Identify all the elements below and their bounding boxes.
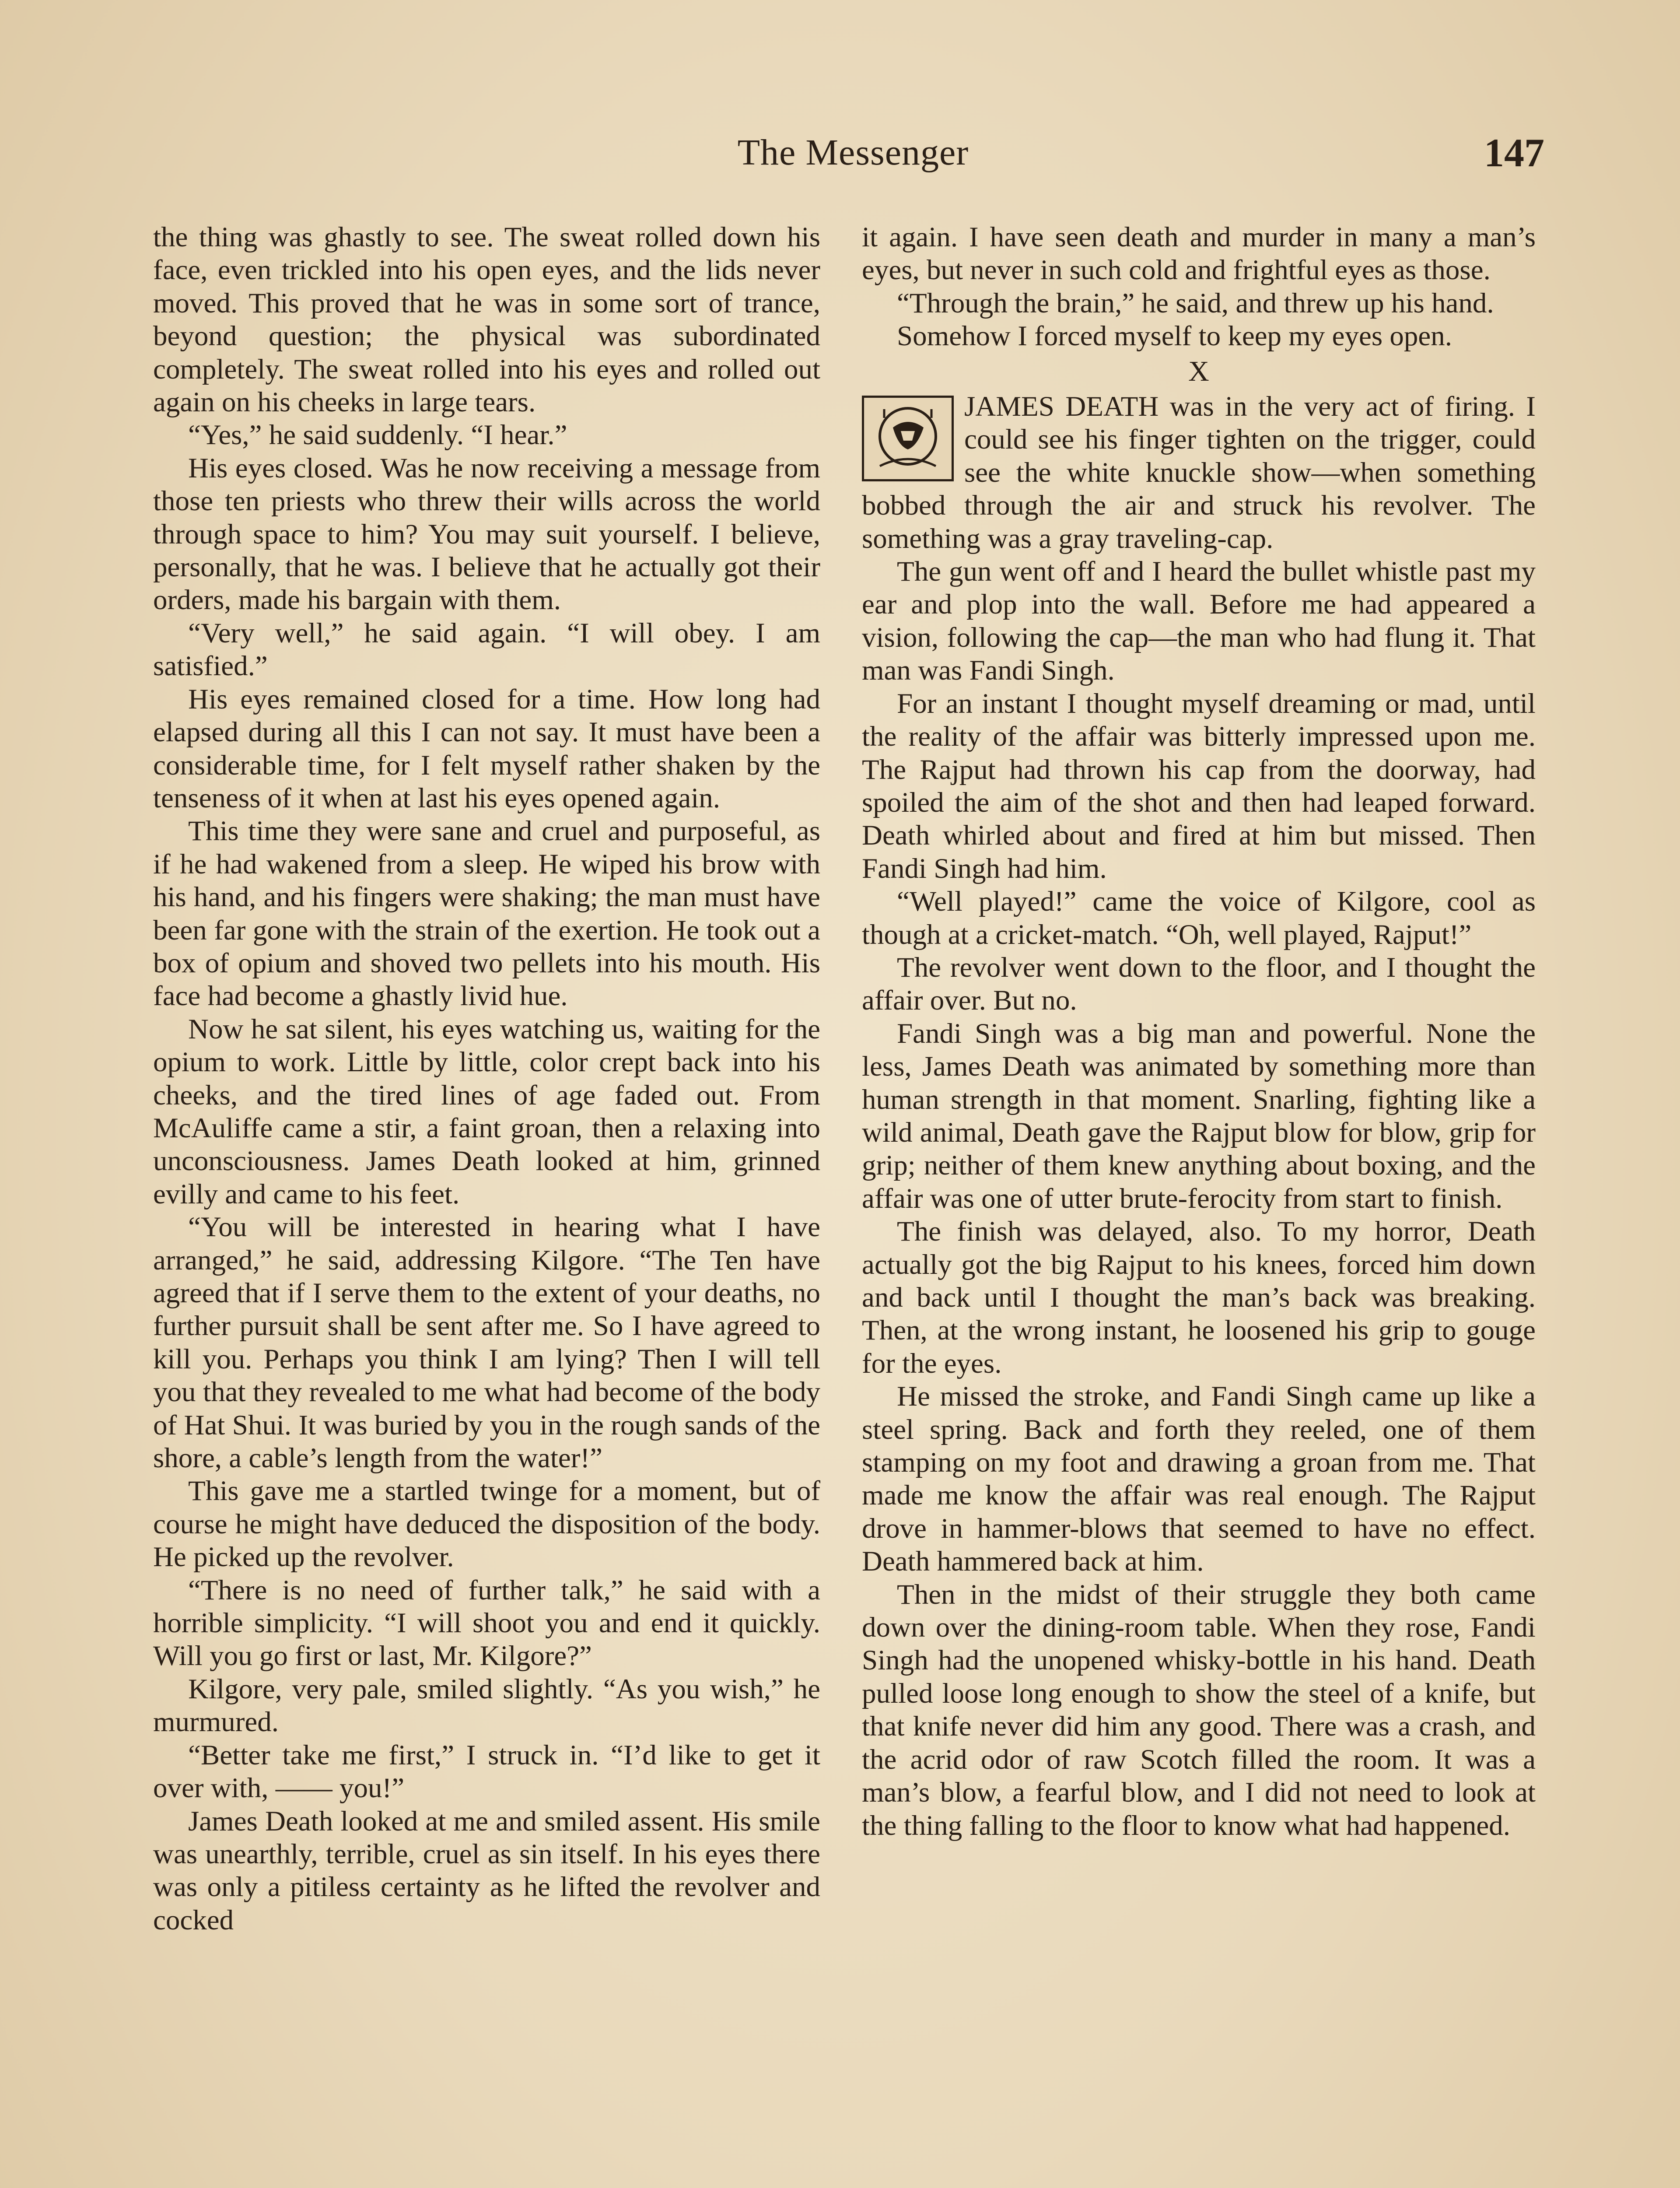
paragraph: James Death looked at me and smiled assent. His smile was unearthly, terrible, cruel as sin itself. In his eyes there was only a pitiless certainty as he lifted the revolver and cocked: [153, 1805, 820, 1936]
dropcap-paragraph: [862, 390, 1536, 555]
paragraph: “Better take me first,” I struck in. “I’d like to get it over with, —— you!”: [153, 1739, 820, 1804]
paragraph: “Well played!” came the voice of Kilgore, cool as though at a cricket-match. “Oh, well played, Rajput!”: [862, 886, 1536, 950]
paragraph: “Very well,” he said again. “I will obey. I am satisfied.”: [153, 617, 820, 682]
paragraph: the thing was ghastly to see. The sweat rolled down his face, even trickled into his open eyes, and the lids never moved. This proved that he was in some sort of trance, beyond question; the physical was subordinated completely. The sweat rolled into his eyes and rolled out again on his cheeks in large tears.: [153, 221, 820, 418]
paragraph: it again. I have seen death and murder in many a man’s eyes, but never in such cold and frightful eyes as those.: [862, 221, 1536, 286]
paragraph: “You will be interested in hearing what I have arranged,” he said, addressing Kilgore. “The Ten have agreed that if I serve them to the extent of your deaths, no further pursuit shall be sent after me. So I have agreed to kill you. Perhaps you think I am lying? Then I will tell you that they revealed to me what had become of the body of Hat Shui. It was buried by you in the rough sands of the shore, a cable’s length from the water!”: [153, 1211, 820, 1474]
paragraph: Kilgore, very pale, smiled slightly. “As you wish,” he murmured.: [153, 1673, 820, 1738]
paragraph: This gave me a startled twinge for a moment, but of course he might have deduced the disposition of the body. He picked up the revolver.: [153, 1475, 820, 1573]
left-column: [153, 221, 820, 1937]
paragraph: “Through the brain,” he said, and threw up his hand.: [897, 287, 1494, 319]
paragraph: He missed the stroke, and Fandi Singh came up like a steel spring. Back and forth they reeled, one of them stamping on my foot and drawing a groan from me. That made me know the affair was real enough. The Rajput drove in hammer-blows that seemed to have no effect. Death hammered back at him.: [862, 1381, 1536, 1578]
paragraph: Then in the midst of their struggle they both came down over the dining-room table. When they rose, Fandi Singh had the unopened whisky-bottle in his hand. Death pulled loose long enough to show the steel of a knife, but that knife never did him any good. There was a crash, and the acrid odor of raw Scotch filled the room. It was a man’s blow, a fearful blow, and I did not need to look at the thing falling to the floor to know what had happened.: [862, 1578, 1536, 1841]
paragraph: His eyes remained closed for a time. How long had elapsed during all this I can not say. It must have been a considerable time, for I felt myself rather shaken by the tenseness of it when at last his eyes opened again.: [153, 683, 820, 814]
paragraph: The revolver went down to the floor, and I thought the affair over. But no.: [862, 951, 1536, 1017]
paragraph: “There is no need of further talk,” he said with a horrible simplicity. “I will shoot you and end it quickly. Will you go first or last, Mr. Kilgore?”: [153, 1574, 820, 1672]
paragraph: For an instant I thought myself dreaming or mad, until the reality of the affair was bitterly impressed upon me. The Rajput had thrown his cap from the doorway, had spoiled the aim of the shot and then had leaped forward. Death whirled about and fired at him but missed. Then Fandi Singh had him.: [862, 687, 1536, 884]
paragraph: His eyes closed. Was he now receiving a message from those ten priests who threw their wills across the world through space to him? You may suit yourself. I believe, personally, that he was. I believe that he actually got their orders, made his bargain with them.: [153, 452, 820, 616]
page-number: 147: [1484, 130, 1544, 175]
paragraph: The finish was delayed, also. To my horror, Death actually got the big Rajput to his knees, forced him down and back until I thought the man’s back was breaking. Then, at the wrong instant, he loosened his grip to gouge for the eyes.: [862, 1216, 1536, 1379]
paragraph: Now he sat silent, his eyes watching us, waiting for the opium to work. Little by little, color crept back into his cheeks, and the tired lines of age faded out. From McAuliffe came a stir, a faint groan, then a relaxing into unconsciousness. James Death looked at him, grinned evilly and came to his feet.: [153, 1013, 820, 1210]
right-column: [862, 221, 1536, 1842]
drop-cap-ornament-icon: [862, 396, 954, 481]
paragraph: The gun went off and I heard the bullet whistle past my ear and plop into the wall. Before me had appeared a vision, following the cap—the man who had flung it. That man was Fandi Singh.: [862, 556, 1536, 687]
running-title: The Messenger: [737, 132, 969, 173]
paragraph: This time they were sane and cruel and purposeful, as if he had wakened from a sleep. He wiped his brow with his hand, and his fingers were shaking; the man must have been far gone with the strain of the exertion. He took out a box of opium and shoved two pellets into his mouth. His face had become a ghastly livid hue.: [153, 815, 820, 1012]
paragraph: Somehow I forced myself to keep my eyes open.: [897, 320, 1452, 352]
section-heading: X: [1188, 355, 1209, 387]
dropcap-paragraph-text: JAMES DEATH was in the very act of firing. I could see his finger tighten on the trigger, could see the white knuckle show—when something bobbed through the air and struck his revolver. The something was a gray traveling-cap.: [862, 391, 1536, 554]
paragraph: “Yes,” he said suddenly. “I hear.”: [188, 419, 567, 451]
paragraph: Fandi Singh was a big man and powerful. None the less, James Death was animated by something more than human strength in that moment. Snarling, fighting like a wild animal, Death gave the Rajput blow for blow, grip for grip; neither of them knew anything about boxing, and the affair was one of utter brute-ferocity from start to finish.: [862, 1017, 1536, 1214]
